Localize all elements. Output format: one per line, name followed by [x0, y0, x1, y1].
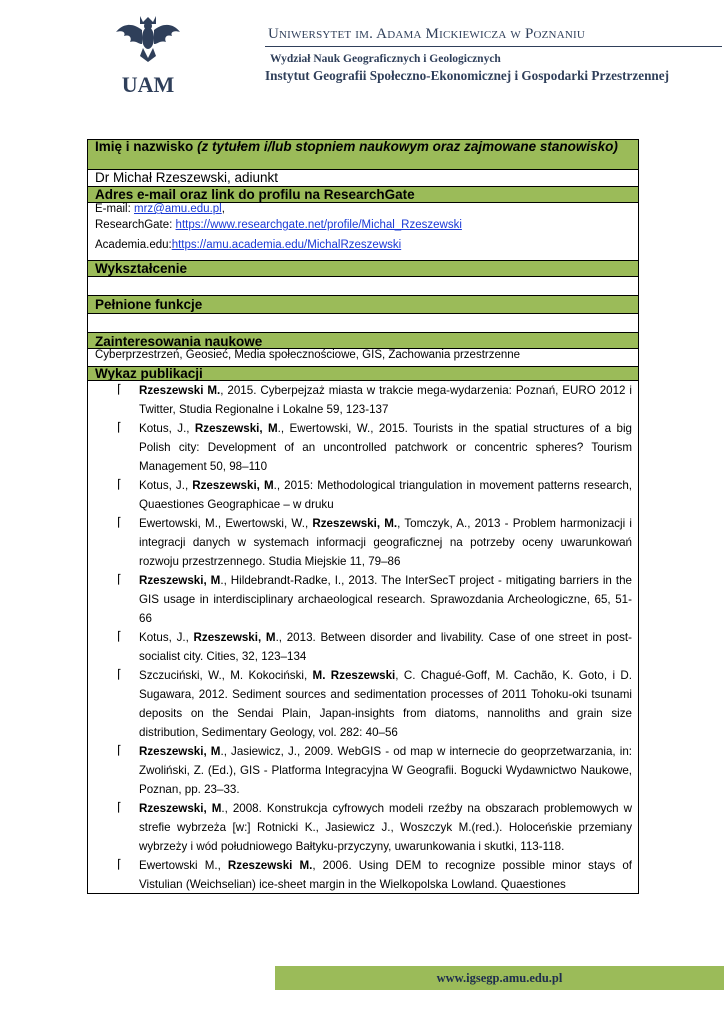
publication-item: [95, 856, 632, 894]
publication-details: , C. Chagué-Goff, M. Cachão, K. Goto, i D. Sugawara, 2012. Sediment sources and sedimentation processes of 2011 Tohoku-oki tsunami deposits on the Sendai Plain, Japan-insights from diatoms, nannoliths and grain size distribution, Sedimentary Geology, vol. 282: 40–56: [139, 669, 632, 739]
bullet-icon: ⌈: [117, 515, 122, 529]
publication-details: ., Jasiewicz, J., 2009. WebGIS - od map w internecie do geoprzetwarzania, in: Zwoliński, Z. (Ed.), GIS - Platforma Integracyjna W Geografii. Bogucki Wydawnictwo Naukowe, Poznan, pp. 23–33.: [139, 745, 633, 796]
bullet-icon: ⌈: [117, 629, 122, 643]
publication-authors: Ewertowski M.,: [139, 859, 228, 872]
researchgate-link[interactable]: https://www.researchgate.net/profile/Michal_Rzeszewski: [175, 219, 462, 231]
bullet-icon: ⌈: [117, 743, 122, 757]
academia-link[interactable]: https://amu.academia.edu/MichalRzeszewski: [171, 239, 402, 251]
publication-authors: Kotus, J.,: [139, 479, 193, 492]
footer-url[interactable]: www.igsegp.amu.edu.pl: [275, 966, 724, 990]
publication-item: [95, 742, 632, 799]
publication-item: [95, 476, 632, 514]
publication-item: [95, 514, 632, 571]
publication-details: ., 2008. Konstrukcja cyfrowych modeli rzeźby na obszarach problemowych w strefie wybrzeża [w:] Rotnicki K., Jasiewicz J., Woszczyk M.(red.). Holoceńskie przemiany wybrzeży i wód południowego Bałtyku-przyczyny, uwarunkowania i skutki, 113-118.: [139, 802, 632, 853]
header-divider: [265, 46, 722, 47]
university-name: Uniwersytet im. Adama Mickiewicza w Poznaniu: [268, 26, 585, 42]
publication-item: [95, 419, 632, 476]
bullet-icon: ⌈: [117, 857, 122, 871]
section-education-heading: Wykształcenie: [88, 261, 638, 277]
publication-author-highlight: Rzeszewski M.: [227, 859, 313, 872]
cv-table: [87, 139, 639, 894]
section-publications-heading: Wykaz publikacji: [88, 367, 638, 381]
publication-details: ., Ewertowski, W., 2015. Tourists in the spatial structures of a big Polish city: Development of an uncontrolled patchwork or concentric spheres? Tourism Management 50, 98–110: [139, 422, 632, 473]
publication-item: [95, 381, 632, 419]
publication-details: , 2006. Using DEM to recognize possible minor stays of Vistulian (Weichselian) ice-sheet margin in the Wielkopolska Lowland. Quaestiones: [139, 859, 633, 891]
publication-author-highlight: Rzeszewski, M: [139, 802, 222, 815]
interests-value: Cyberprzestrzeń, Geosieć, Media społecznościowe, GIS, Zachowania przestrzenne: [88, 349, 638, 367]
publication-details: ., Hildebrandt-Radke, I., 2013. The InterSecT project - mitigating barriers in the GIS usage in interdisciplinary archaeological research. Sprawozdania Archeologiczne, 65, 51-66: [139, 574, 632, 625]
publication-author-highlight: Rzeszewski, M.: [312, 517, 398, 530]
publication-details: , Tomczyk, A., 2013 - Problem harmonizacji i integracji danych w systemach informacji geograficznej na potrzeby oceny uwarunkowań rozwoju przestrzennego. Studia Miejskie 11, 79–86: [139, 517, 632, 568]
email-link[interactable]: mrz@amu.edu.pl: [133, 203, 222, 215]
bullet-icon: ⌈: [117, 420, 122, 434]
education-value: [88, 277, 638, 296]
section-interests-heading: Zainteresowania naukowe: [88, 333, 638, 349]
bullet-icon: ⌈: [117, 667, 122, 681]
bullet-icon: ⌈: [117, 800, 122, 814]
publication-author-highlight: M. Rzeszewski: [312, 669, 396, 682]
publication-details: ., 2013. Between disorder and livability. Case of one street in post-socialist city. Cities, 32, 123–134: [139, 631, 632, 663]
publication-authors: Szczuciński, W., M. Kokociński,: [139, 669, 313, 682]
publication-item: [95, 628, 632, 666]
contact-block: E-mail: mrz@amu.edu.pl, ResearchGate: https://www.researchgate.net/profile/Michal_Rzeszewski Academia.edu:https://amu.academia.edu/MichalRzeszewski: [88, 203, 638, 261]
publication-author-highlight: Rzeszewski, M: [193, 631, 276, 644]
publication-authors: Ewertowski, M., Ewertowski, W.,: [139, 517, 313, 530]
functions-value: [88, 314, 638, 333]
logo-text: UAM: [121, 72, 175, 97]
publication-details: , 2015. Cyberpejzaż miasta w trakcie mega-wydarzenia: Poznań, EURO 2012 i Twitter, Studia Regionalne i Lokalne 59, 123-137: [139, 384, 633, 416]
publications-list: [88, 381, 638, 893]
bullet-icon: ⌈: [117, 572, 122, 586]
publication-item: [95, 571, 632, 628]
publication-author-highlight: Rzeszewski, M: [194, 422, 278, 435]
publication-author-highlight: Rzeszewski, M: [192, 479, 274, 492]
faculty-name: Wydział Nauk Geograficznych i Geologicznych: [270, 53, 501, 65]
publication-authors: Kotus, J.,: [139, 422, 195, 435]
section-functions-heading: Pełnione funkcje: [88, 296, 638, 314]
publication-item: [95, 799, 632, 856]
section-contact-heading: Adres e-mail oraz link do profilu na ResearchGate: [88, 187, 638, 203]
institute-name: Instytut Geografii Społeczno-Ekonomicznej i Gospodarki Przestrzennej: [265, 68, 670, 83]
publication-author-highlight: Rzeszewski, M: [139, 574, 221, 587]
uam-logo: [110, 14, 186, 98]
bullet-icon: ⌈: [117, 477, 122, 491]
publication-details: ., 2015: Methodological triangulation in movement patterns research, Quaestiones Geographicae – w druku: [139, 479, 632, 511]
bullet-icon: ⌈: [117, 382, 122, 396]
publication-author-highlight: Rzeszewski, M: [139, 745, 221, 758]
section-name-heading: Imię i nazwisko (z tytułem i/lub stopniem naukowym oraz zajmowane stanowisko): [88, 140, 638, 170]
publication-item: [95, 666, 632, 742]
publication-authors: Kotus, J.,: [139, 631, 194, 644]
publication-author-highlight: Rzeszewski M.: [139, 384, 221, 397]
name-value: Dr Michał Rzeszewski, adiunkt: [88, 170, 638, 187]
